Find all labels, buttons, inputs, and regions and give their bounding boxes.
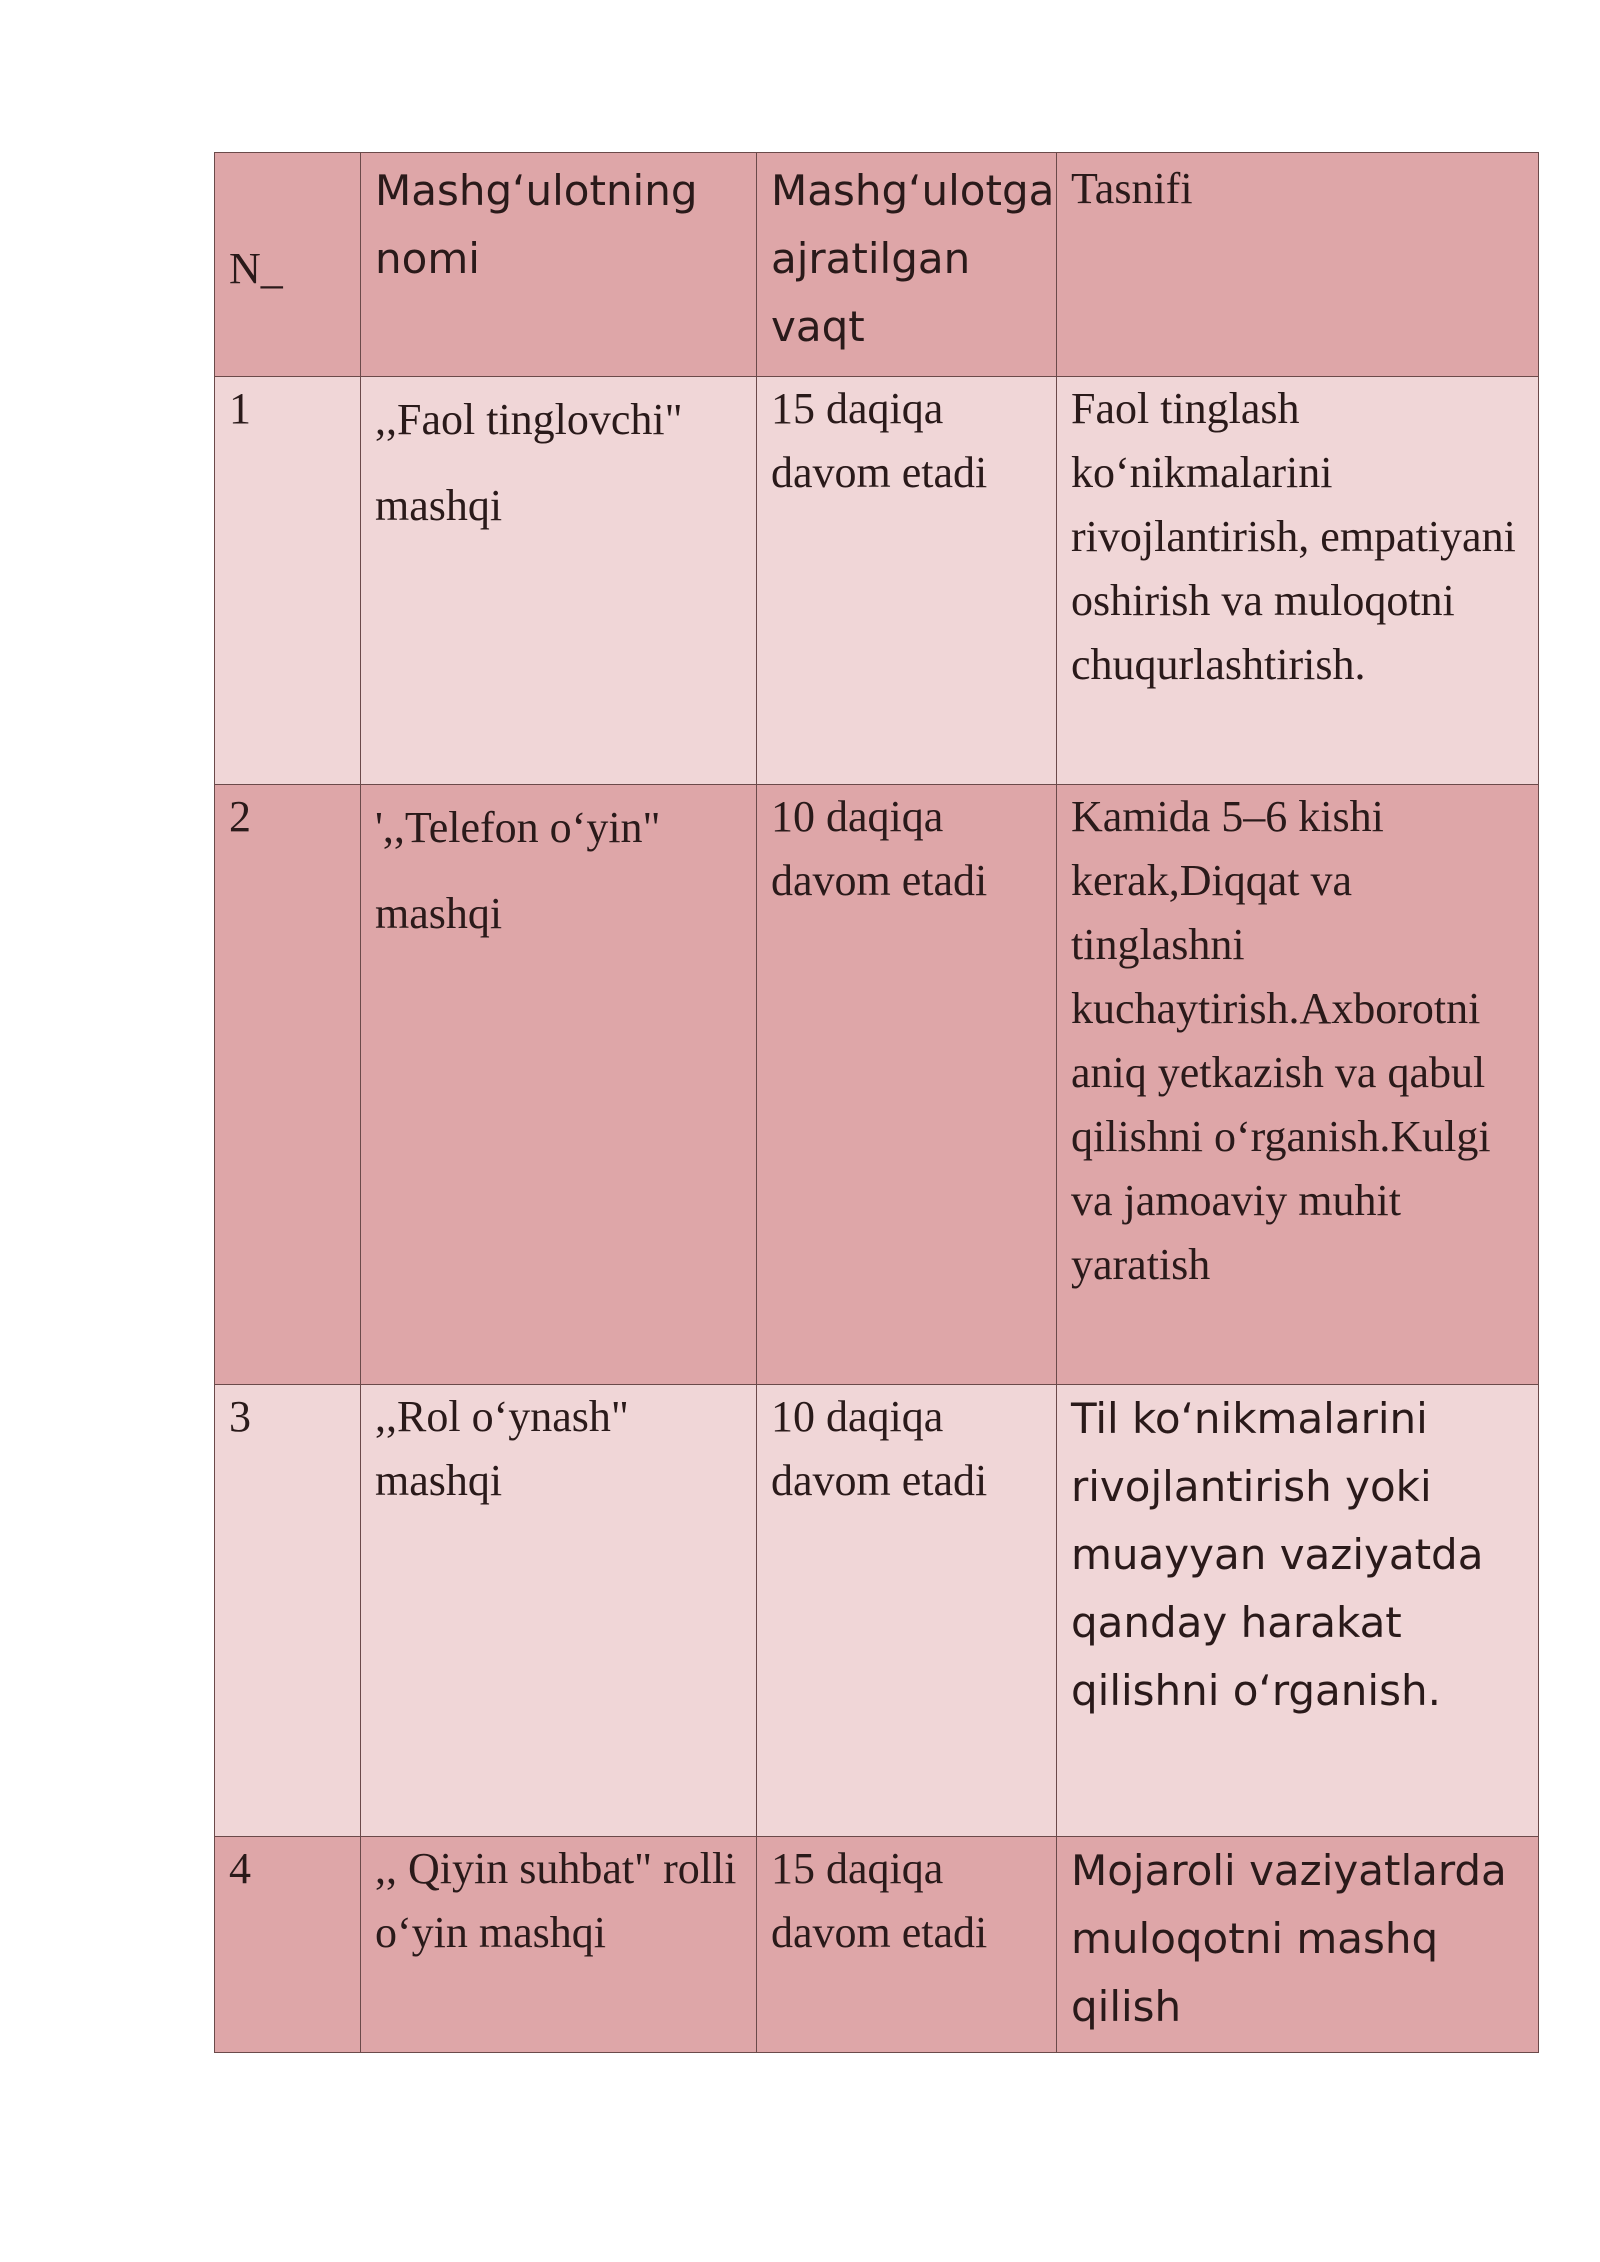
row-description: Faol tinglash ko‘nikmalarini rivojlantirish, empatiyani oshirish va muloqotni chuqurlashtirish. — [1057, 377, 1539, 785]
row-description: Kamida 5–6 kishi kerak,Diqqat va tinglashni kuchaytirish.Axborotni aniq yetkazish va qabul qilishni o‘rganish.Kulgi va jamoaviy muhit yaratish — [1057, 785, 1539, 1385]
table-header-row — [215, 153, 1539, 377]
table-row — [215, 785, 1539, 1385]
row-name: ,, Qiyin suhbat" rolli o‘yin mashqi — [361, 1837, 757, 2053]
row-name: ',,Telefon o‘yin" mashqi — [361, 785, 757, 1385]
row-time: 10 daqiqa davom etadi — [757, 785, 1057, 1385]
table-row — [215, 1385, 1539, 1837]
table-row — [215, 377, 1539, 785]
row-time: 10 daqiqa davom etadi — [757, 1385, 1057, 1837]
row-number: 4 — [215, 1837, 361, 2053]
header-time: Mashg‘ulotga ajratilgan vaqt — [757, 153, 1057, 377]
table-row — [215, 1837, 1539, 2053]
row-name: ,,Rol o‘ynash" mashqi — [361, 1385, 757, 1837]
header-number: N_ — [215, 153, 361, 377]
header-name: Mashg‘ulotning nomi — [361, 153, 757, 377]
row-number: 2 — [215, 785, 361, 1385]
row-description: Til ko‘nikmalarini rivojlantirish yoki muayyan vaziyatda qanday harakat qilishni o‘rganish. — [1057, 1385, 1539, 1837]
row-time: 15 daqiqa davom etadi — [757, 1837, 1057, 2053]
row-number: 1 — [215, 377, 361, 785]
row-name: ,,Faol tinglovchi" mashqi — [361, 377, 757, 785]
row-description: Mojaroli vaziyatlarda muloqotni mashq qilish — [1057, 1837, 1539, 2053]
row-number: 3 — [215, 1385, 361, 1837]
row-time: 15 daqiqa davom etadi — [757, 377, 1057, 785]
header-description: Tasnifi — [1057, 153, 1539, 377]
exercise-table — [214, 152, 1539, 2053]
